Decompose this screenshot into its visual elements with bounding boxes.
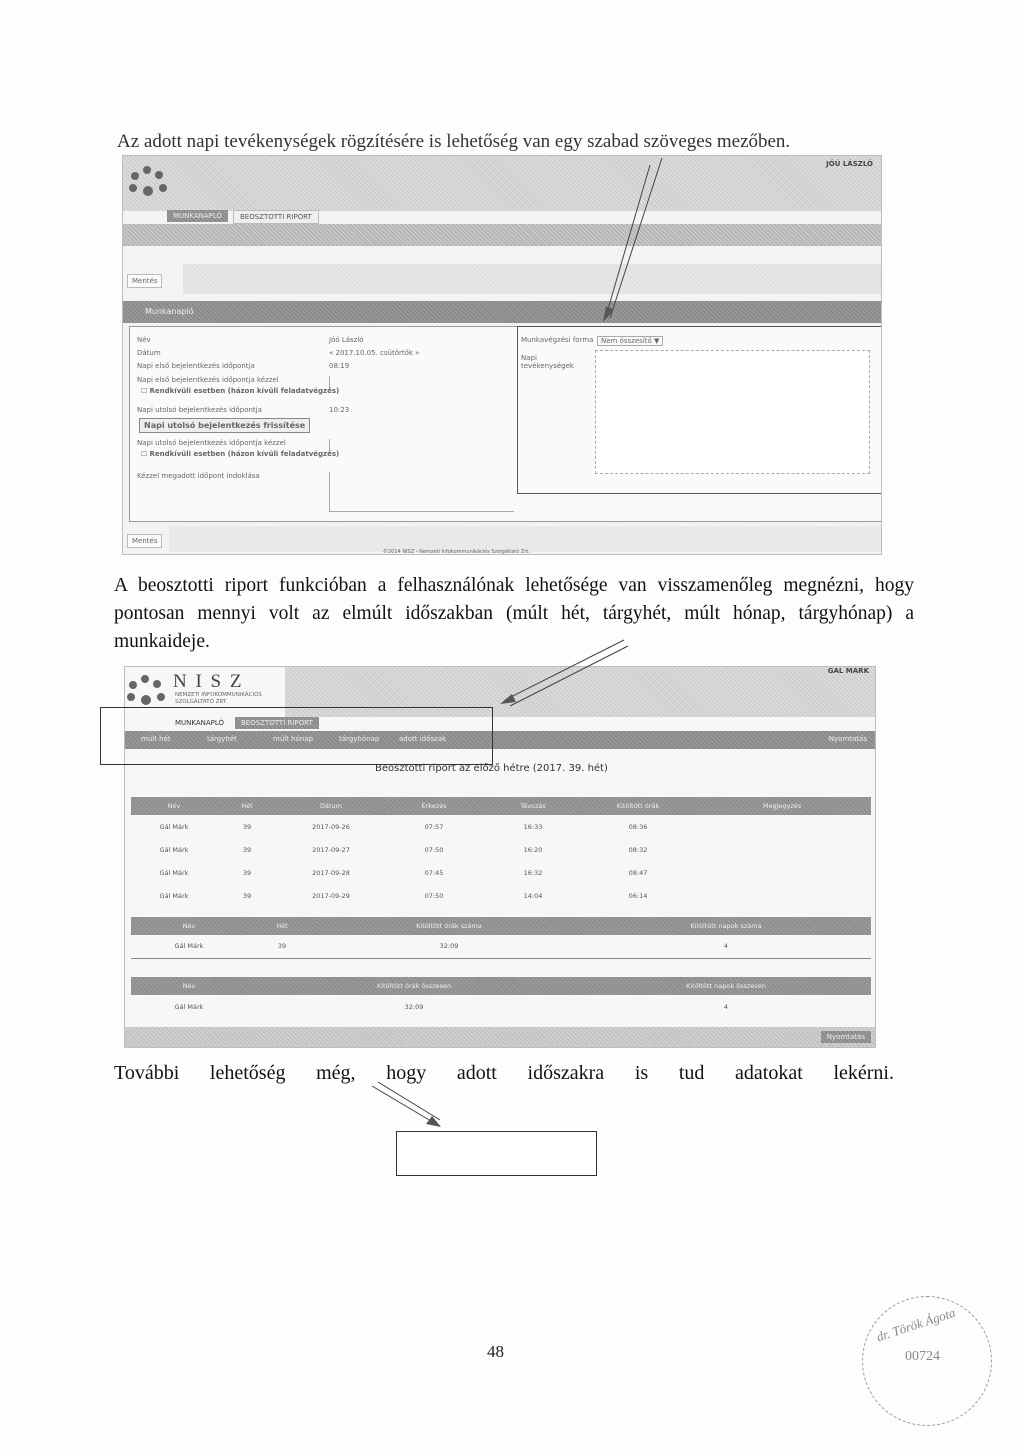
notes-textarea[interactable]	[595, 350, 870, 474]
cell-nev: Gál Márk	[159, 845, 189, 854]
table-row	[131, 861, 871, 884]
stamp-number: 00724	[905, 1349, 940, 1364]
table-row	[131, 935, 871, 958]
field-label-first-login: Napi első bejelentkezés időpontja	[137, 362, 255, 370]
field-label-last-login-manual: Napi utolsó bejelentkezés időpontja kézzel	[137, 439, 286, 447]
sum-cell-het: 39	[277, 942, 287, 951]
cell-datum: 2017-09-27	[312, 845, 350, 854]
field-label-manual-reason: Kézzel megadott időpont indoklása	[137, 472, 260, 480]
subnav-bar	[123, 224, 882, 246]
official-stamp	[862, 1296, 992, 1426]
cell-orak: 08:36	[628, 822, 648, 831]
sum-col-nev: Név	[131, 917, 247, 935]
field-label-first-login-manual: Napi első bejelentkezés időpontja kézzel	[137, 376, 279, 384]
paragraph-intro: Az adott napi tevékenységek rögzítésére is lehetőség van egy szabad szöveges mezőben.	[117, 131, 791, 152]
field-value-name: Jóó László	[329, 336, 364, 344]
print-button-top[interactable]: Nyomtatás	[828, 735, 867, 743]
sum-cell-orak: 32:09	[439, 942, 459, 951]
subtab-mult-honap[interactable]: múlt hónap	[273, 735, 314, 743]
table-row	[131, 995, 871, 1018]
table-row	[131, 815, 871, 838]
user-name-2: GÁL MÁRK	[827, 667, 869, 675]
cell-nev: Gál Márk	[159, 822, 189, 831]
sum-cell-napok: 4	[723, 942, 729, 951]
cell-orak: 06:14	[628, 891, 648, 900]
tab-beosztotti-riport-2[interactable]: BEOSZTOTTI RIPORT	[235, 717, 319, 729]
subtab-adott-idoszak[interactable]: adott időszak	[399, 735, 447, 743]
refresh-last-login-button[interactable]: Napi utolsó bejelentkezés frissítése	[139, 418, 310, 433]
footer-copyright: ©2014 NISZ - Nemzeti Infokommunikációs Szolgáltató Zrt.	[383, 549, 530, 555]
date-navigator[interactable]: « 2017.10.05. csütörtök »	[329, 349, 420, 357]
bottom-bar	[125, 1027, 876, 1048]
page-number: 48	[487, 1342, 504, 1361]
tab-munkanaplo-2[interactable]: MUNKANAPLÓ	[175, 719, 225, 727]
logo-name: N I S Z	[173, 671, 244, 692]
tot-col-napok: Kitöltött napok összesen	[581, 977, 871, 995]
cell-erkezes: 07:50	[424, 891, 444, 900]
screenshot-munkanaplo	[122, 155, 882, 555]
tot-cell-napok: 4	[723, 1002, 729, 1011]
cell-datum: 2017-09-29	[312, 891, 350, 900]
sum-col-orak: Kitöltött órák száma	[317, 917, 581, 935]
total-summary-table	[131, 977, 871, 1018]
print-button-bottom[interactable]: Nyomtatás	[821, 1031, 871, 1043]
notes-label: Napi tevékenységek	[521, 354, 574, 370]
arrowhead-3	[426, 1116, 441, 1127]
logo-sub-2: SZOLGÁLTATÓ ZRT.	[175, 699, 228, 705]
subtab-targyhonap[interactable]: tárgyhónap	[339, 735, 380, 743]
subtab-targyhet[interactable]: tárgyhét	[207, 735, 237, 743]
checkbox-emergency-2-label: Rendkívüli esetben (házon kívüli feladatvégzés)	[149, 450, 340, 458]
cell-tavozas: 16:33	[523, 822, 543, 831]
field-value-last-login: 10:23	[329, 406, 350, 414]
cell-orak: 08:32	[628, 845, 648, 854]
checkbox-emergency-2[interactable]: ☐ Rendkívüli esetben (házon kívüli feladatvégzés)	[141, 450, 340, 458]
paragraph-adott-idoszak: További lehetőség még, hogy adott időszakra is tud adatokat lekérni.	[114, 1062, 894, 1084]
cell-het: 39	[242, 822, 252, 831]
col-kitoltott-orak: Kitöltött órák	[583, 797, 693, 815]
checkbox-emergency-1-label: Rendkívüli esetben (házon kívüli feladatvégzés)	[149, 387, 340, 395]
col-megjegyzes: Megjegyzés	[693, 797, 871, 815]
tab-munkanaplo[interactable]: MUNKANAPLÓ	[167, 210, 228, 222]
cell-erkezes: 07:57	[424, 822, 444, 831]
sum-col-napok: Kitöltött napok száma	[581, 917, 871, 935]
cell-het: 39	[242, 845, 252, 854]
save-button-top[interactable]: Mentés	[127, 274, 162, 288]
toolbar-band	[183, 264, 882, 294]
cell-megjegyzes	[693, 838, 871, 861]
tot-col-nev: Név	[131, 977, 247, 995]
tot-cell-nev: Gál Márk	[174, 1002, 204, 1011]
cell-erkezes: 07:45	[424, 868, 444, 877]
field-value-first-login: 08:19	[329, 362, 350, 370]
panel-title: Munkanapló	[145, 307, 194, 316]
cell-datum: 2017-09-26	[312, 822, 350, 831]
subtab-mult-het[interactable]: múlt hét	[141, 735, 171, 743]
cell-het: 39	[242, 891, 252, 900]
tot-col-orak: Kitöltött órák összesen	[247, 977, 581, 995]
user-name: JÓÚ LÁSZLÓ	[826, 160, 873, 168]
sum-cell-nev: Gál Márk	[174, 942, 204, 951]
cell-nev: Gál Márk	[159, 891, 189, 900]
save-button-bottom[interactable]: Mentés	[127, 534, 162, 548]
cell-tavozas: 16:32	[523, 868, 543, 877]
col-datum: Dátum	[277, 797, 385, 815]
sum-col-het: Hét	[247, 917, 317, 935]
report-title: Beosztotti riport az előző hétre (2017. 39. hét)	[375, 763, 608, 774]
paragraph-riport: A beosztotti riport funkcióban a felhasználónak lehetősége van visszamenőleg megnézni, hogy pontosan mennyi volt az elmúlt időszakban (múlt hét, tárgyhét, múlt hónap, tárgyhónap) a munkaideje.	[114, 575, 914, 652]
cell-megjegyzes	[693, 815, 871, 838]
col-het: Hét	[217, 797, 277, 815]
cell-nev: Gál Márk	[159, 868, 189, 877]
header-band	[123, 156, 882, 211]
arrow-callout-box	[372, 1086, 436, 1124]
col-erkezes: Érkezés	[385, 797, 483, 815]
cell-megjegyzes	[693, 861, 871, 884]
worktype-label: Munkavégzési forma	[521, 336, 594, 344]
cell-datum: 2017-09-28	[312, 868, 350, 877]
col-nev: Név	[131, 797, 217, 815]
daily-report-table	[131, 797, 871, 907]
checkbox-emergency-1[interactable]: ☐ Rendkívüli esetben (házon kívüli feladatvégzés)	[141, 387, 340, 395]
highlight-frame-tabs	[100, 707, 493, 765]
stamp-text: dr. Török Ágota	[874, 1304, 958, 1345]
manual-reason-textarea[interactable]	[329, 472, 514, 512]
col-tavozas: Távozás	[483, 797, 583, 815]
table-row	[131, 884, 871, 907]
field-label-last-login: Napi utolsó bejelentkezés időpontja	[137, 406, 262, 414]
tab-beosztotti-riport[interactable]: BEOSZTOTTI RIPORT	[233, 210, 319, 224]
callout-box	[396, 1131, 597, 1176]
panel-header	[123, 301, 882, 323]
weekly-summary-table	[131, 917, 871, 959]
tot-cell-orak: 32:09	[404, 1002, 424, 1011]
cell-tavozas: 16:20	[523, 845, 543, 854]
field-label-name: Név	[137, 336, 151, 344]
table-row	[131, 838, 871, 861]
nisz-logo-icon-2	[127, 675, 169, 711]
cell-megjegyzes	[693, 884, 871, 907]
cell-het: 39	[242, 868, 252, 877]
worktype-select[interactable]: Nem összesítő ▼	[597, 336, 663, 346]
cell-orak: 08:47	[628, 868, 648, 877]
nisz-logo-icon	[129, 166, 171, 202]
cell-erkezes: 07:50	[424, 845, 444, 854]
cell-tavozas: 14:04	[523, 891, 543, 900]
field-label-date: Dátum	[137, 349, 161, 357]
logo-sub-1: NEMZETI INFOKOMMUNIKÁCIÓS	[175, 692, 262, 698]
